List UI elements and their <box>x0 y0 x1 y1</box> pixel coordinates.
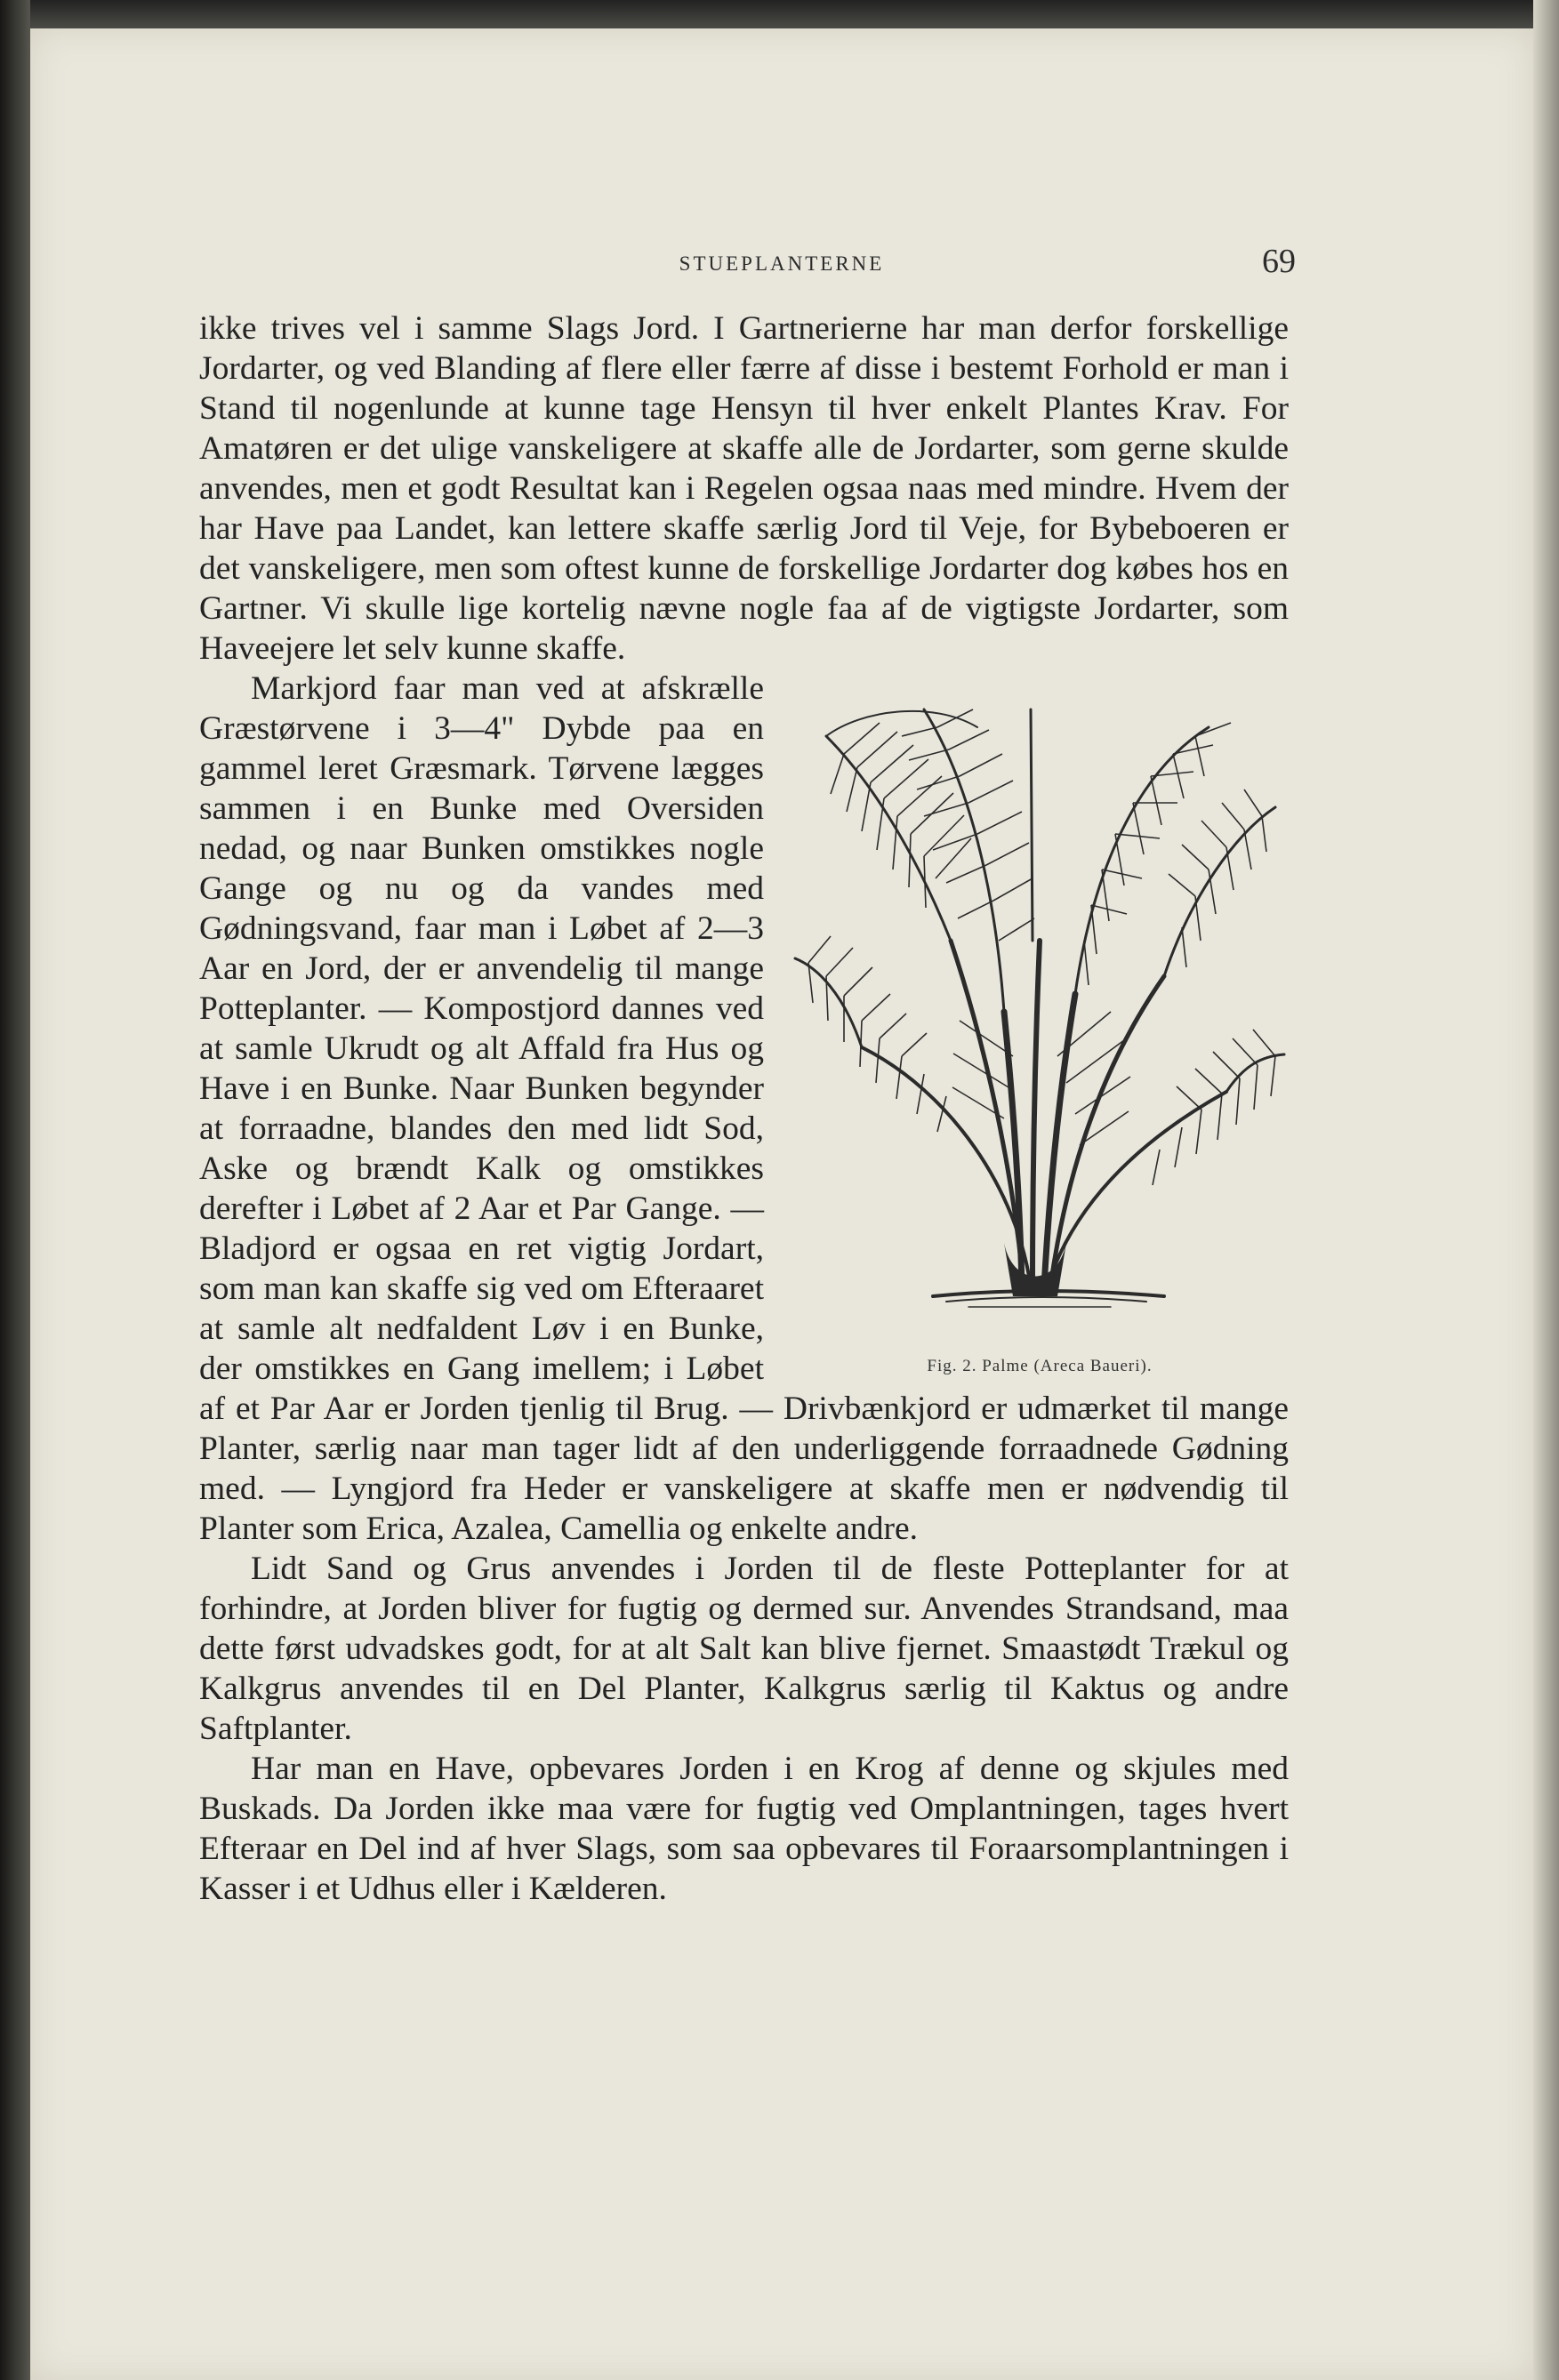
book-page <box>30 28 1533 2380</box>
paragraph: Lidt Sand og Grus anvendes i Jorden til de fleste Potteplanter for at forhindre, at Jorden bliver for fugtig og dermed sur. Anvendes Strandsand, maa dette først udvadskes godt, for at alt Salt kan blive fjernet. Smaastødt Trækul og Kalkgrus anvendes til en Del Planter, Kalkgrus særlig til Kaktus og andre Saftplanter. <box>199 1551 1289 1747</box>
page-number: 69 <box>1262 243 1296 280</box>
page-edge <box>1533 0 1559 2380</box>
scan-top-border <box>30 0 1559 28</box>
paragraph: Markjord faar man ved at afskrælle Græstørvene i 3—4" Dybde paa en gammel leret Græsmark. Tørvene lægges sammen i en Bunke med Oversiden nedad, og naar Bunken omstikkes nogle Gange og nu og da vandes med Gødningsvand, faar man i Løbet af 2—3 Aar en Jord, der er anvendelig til mange Potteplanter. — Kompostjord dannes ved at samle Ukrudt og alt Affald fra Hus og Have i en Bunke. Naar Bunken begynder at forraadne, blandes den med lidt Sod, Aske og brændt Kalk og omstikkes derefter i Løbet af 2 Aar et Par Gange. — Bladjord er ogsaa en ret vigtig Jordart, som man kan skaffe sig ved om Efteraaret at samle alt nedfaldent Løv i en Bunke, der omstikkes en Gang imellem; i Løbet af et Par Aar er Jorden tjenlig til Brug. — Drivbænkjord er udmærket til mange Planter, særlig naar man tager lidt af den underliggende forraadnede Gødning med. — Lyngjord fra Heder er vanskeligere at skaffe men er nødvendig til Planter som Erica, Azalea, Camellia og enkelte andre. <box>199 670 1289 1547</box>
figure-caption: Fig. 2. Palme (Areca Baueri). <box>927 1357 1153 1375</box>
paragraph: ikke trives vel i samme Slags Jord. I Gartnerierne har man derfor forskellige Jordarter, og ved Blanding af flere eller færre af disse i bestemt Forhold er man i Stand til nogenlunde at kunne tage Hensyn til hver enkelt Plantes Krav. For Amatøren er det ulige vanskeligere at skaffe alle de Jordarter, som gerne skulde anvendes, men et godt Resultat kan i Regelen ogsaa naas med mindre. Hvem der har Have paa Landet, kan lettere skaffe særlig Jord til Veje, for Bybeboeren er det vanskeligere, men som oftest kunne de forskellige Jordarter dog købes hos en Gartner. Vi skulle lige kortelig nævne nogle faa af de vigtigste Jordarter, som Haveejere let selv kunne skaffe. <box>199 310 1289 667</box>
book-binding <box>0 0 30 2380</box>
palm-illustration <box>791 674 1289 1332</box>
running-head: STUEPLANTERNE <box>679 252 885 275</box>
paragraph: Har man en Have, opbevares Jorden i en Krog af denne og skjules med Buskads. Da Jorden ikke maa være for fugtig ved Omplantningen, tages hvert Efteraar en Del ind af hver Slags, som saa opbevares til Foraarsomplantningen i Kasser i et Udhus eller i Kælderen. <box>199 1751 1289 1907</box>
body-text <box>199 309 1289 1909</box>
figure-palm <box>791 674 1289 1375</box>
